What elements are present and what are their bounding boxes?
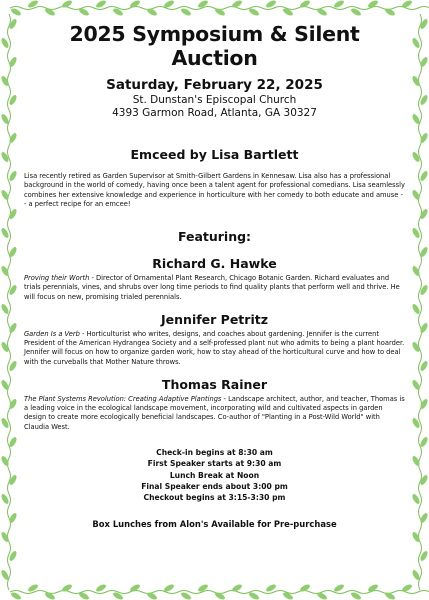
- leaf-icon: [367, 583, 379, 593]
- leaf-icon: [8, 208, 18, 220]
- leaf-icon: [411, 493, 421, 505]
- speaker-description: [24, 395, 405, 432]
- event-date: Saturday, February 22, 2025: [106, 77, 323, 93]
- leaf-icon: [8, 170, 18, 182]
- emcee-bio: Lisa recently retired as Garden Supervisor at Smith-Gilbert Gardens in Kennesaw. Lisa also has a professional background in the world of comedy, having once been a talent agent for professional comedians. Lisa seamlessly combines her extensive knowledge and experience in horticulture with her comedy to both educate and amuse -- a perfect recipe for an emcee!: [24, 172, 405, 208]
- leaf-icon: [0, 455, 10, 467]
- schedule-item: Lunch Break at Noon: [169, 470, 260, 480]
- leaf-icon: [411, 303, 421, 315]
- emcee-heading: Emceed by Lisa Bartlett: [130, 147, 299, 162]
- leaf-icon: [419, 170, 429, 182]
- schedule-item: Check-in begins at 8:30 am: [156, 447, 273, 457]
- leaf-icon: [10, 7, 22, 17]
- leaf-icon: [411, 37, 421, 49]
- leaf-icon: [61, 583, 73, 593]
- speaker-bio: - Landscape architect, author, and teacher, Thomas is a leading voice in the ecological landscape movement, incorporating wild and cultivated aspects in garden design to create more ecologically beneficial landscapes. Co-author of "Planting in a Post-Wild World" with Claudia West.: [24, 394, 405, 431]
- featuring-heading: Featuring:: [177, 229, 252, 244]
- speaker-description: [24, 274, 405, 302]
- speaker-name: Jennifer Petritz: [161, 311, 268, 327]
- leaf-icon: [333, 583, 345, 593]
- leaf-icon: [0, 303, 10, 315]
- leaf-icon: [0, 417, 10, 429]
- schedule-item: Final Speaker ends about 3:00 pm: [141, 481, 288, 491]
- leaf-icon: [61, 0, 73, 9]
- leaf-icon: [333, 0, 345, 9]
- leaf-icon: [384, 7, 396, 17]
- leaf-icon: [411, 455, 421, 467]
- flyer-content: [24, 22, 405, 529]
- leaf-icon: [27, 0, 39, 9]
- speaker-bio: - Director of Ornamental Plant Research, Chicago Botanic Garden. Richard evaluates and trials perennials, vines, and shrubs over long time periods to find quality plants that perform well and thrive. He will focus on new, promising trialed perennials.: [24, 274, 400, 301]
- leaf-icon: [419, 132, 429, 144]
- leaf-icon: [10, 591, 22, 600]
- talk-title: The Plant Systems Revolution: Creating Adaptive Plantings: [24, 394, 222, 403]
- talk-title: Garden Is a Verb: [24, 329, 80, 338]
- speaker-section: [24, 312, 405, 367]
- speaker-name: Richard G. Hawke: [152, 256, 277, 271]
- speaker-bio: - Horticulturist who writes, designs, and coaches about gardening. Jennifer is the current President of the American Hydrangea Society and a self-professed plant nut who admits to being a plant hoarder. Jennifer will focus on how to organize garden work, how to stay ahead of the horticultural curve and how to deal with the curveballs that Mother Nature throws.: [24, 329, 405, 366]
- leaf-icon: [95, 583, 107, 593]
- leaf-icon: [411, 341, 421, 353]
- event-address: 4393 Garmon Road, Atlanta, GA 30327: [112, 107, 317, 119]
- leaf-icon: [0, 379, 10, 391]
- leaf-icon: [8, 132, 18, 144]
- leaf-icon: [0, 37, 10, 49]
- leaf-icon: [350, 591, 362, 600]
- box-lunch-note: Box Lunches from Alon's Available for Pre-purchase: [92, 518, 337, 529]
- leaf-icon: [95, 0, 107, 9]
- leaf-icon: [44, 7, 56, 17]
- speaker-section: [24, 377, 405, 432]
- leaf-icon: [411, 379, 421, 391]
- leaf-icon: [401, 0, 413, 9]
- talk-title: Proving their Worth: [24, 274, 90, 282]
- leaf-icon: [27, 583, 39, 593]
- leaf-icon: [78, 591, 90, 600]
- leaf-icon: [401, 583, 413, 593]
- schedule-item: First Speaker starts at 9:30 am: [147, 459, 282, 469]
- event-title: 2025 Symposium & Silent Auction: [69, 22, 360, 70]
- event-venue: St. Dunstan's Episcopal Church: [132, 94, 297, 106]
- schedule-item: Checkout begins at 3:15-3:30 pm: [143, 493, 286, 503]
- schedule-list: [24, 447, 405, 504]
- leaf-icon: [0, 493, 10, 505]
- leaf-icon: [419, 208, 429, 220]
- leaf-icon: [0, 341, 10, 353]
- leaf-icon: [367, 0, 379, 9]
- speaker-name: Thomas Rainer: [161, 376, 268, 392]
- leaf-icon: [411, 417, 421, 429]
- speaker-section: [24, 256, 405, 302]
- speaker-description: [24, 330, 405, 367]
